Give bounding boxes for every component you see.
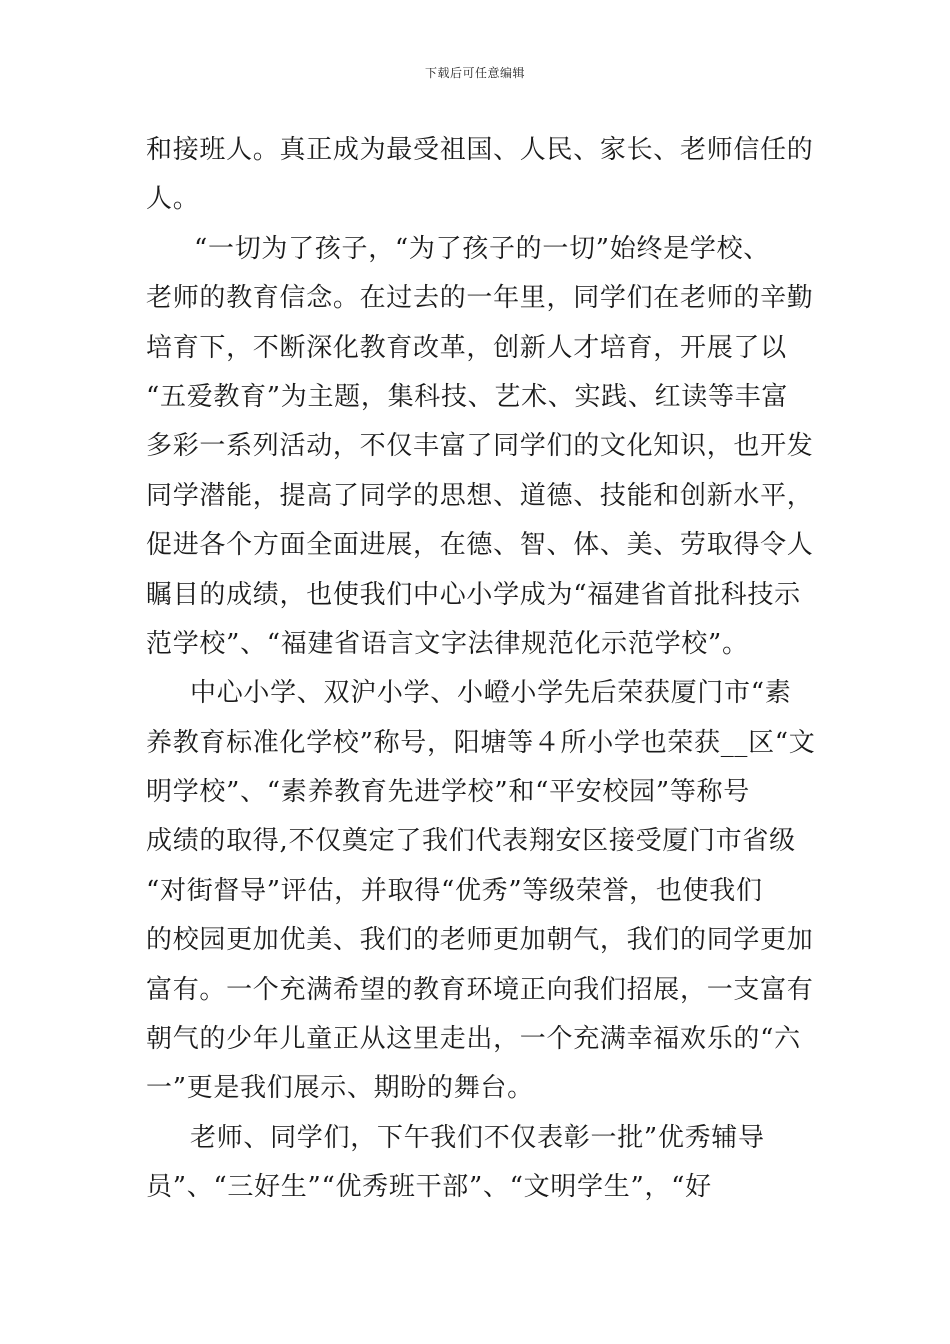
text-line: 员”、“三好生”“优秀班干部”、“文明学生”，“好 — [146, 1172, 712, 1203]
document-body — [146, 126, 814, 1213]
paragraph-start-line: “一切为了孩子，“为了孩子的一切”始终是学校、 — [194, 233, 770, 264]
text-line: 瞩目的成绩，也使我们中心小学成为“福建省首批科技示 — [146, 579, 801, 610]
text-line: 多彩一系列活动，不仅丰富了同学们的文化知识，也开发 — [146, 431, 814, 462]
text-line: 范学校”、“福建省语言文字法律规范化示范学校”。 — [146, 628, 749, 659]
text-line: “对街督导”评估，并取得“优秀”等级荣誉，也使我们 — [146, 875, 763, 906]
paragraph-start-line: 老师、同学们，下午我们不仅表彰一批”优秀辅导 — [190, 1122, 765, 1153]
text-line: 和接班人。真正成为最受祖国、人民、家长、老师信任的 — [146, 135, 814, 165]
text-line: 的校园更加优美、我们的老师更加朝气，我们的同学更加 — [146, 925, 814, 956]
text-line: 成绩的取得,不仅奠定了我们代表翔安区接受厦门市省级 — [146, 826, 796, 857]
text-line: 同学潜能，提高了同学的思想、道德、技能和创新水平， — [146, 480, 814, 511]
text-line: 一”更是我们展示、期盼的舞台。 — [146, 1073, 534, 1104]
text-line: 养教育标准化学校”称号，阳塘等４所小学也荣获__区“文 — [146, 727, 816, 758]
text-line: 人。 — [146, 184, 200, 215]
text-line: 富有。一个充满希望的教育环境正向我们招展，一支富有 — [146, 974, 814, 1005]
text-line: 老师的教育信念。在过去的一年里，同学们在老师的辛勤 — [146, 283, 814, 314]
page-header: 下载后可任意编辑 — [424, 66, 525, 80]
paragraph-start-line: 中心小学、双沪小学、小嶝小学先后荣获厦门市“素 — [190, 678, 792, 709]
text-line: 培育下，不断深化教育改革，创新人才培育，开展了以 — [146, 332, 787, 363]
text-line: 明学校”、“素养教育先进学校”和“平安校园”等称号 — [146, 777, 750, 808]
text-line: 促进各个方面全面进展，在德、智、体、美、劳取得令人 — [146, 530, 814, 561]
text-line: 朝气的少年儿童正从这里走出，一个充满幸福欢乐的“六 — [146, 1024, 801, 1055]
text-line: “五爱教育”为主题，集科技、艺术、实践、红读等丰富 — [146, 381, 789, 412]
